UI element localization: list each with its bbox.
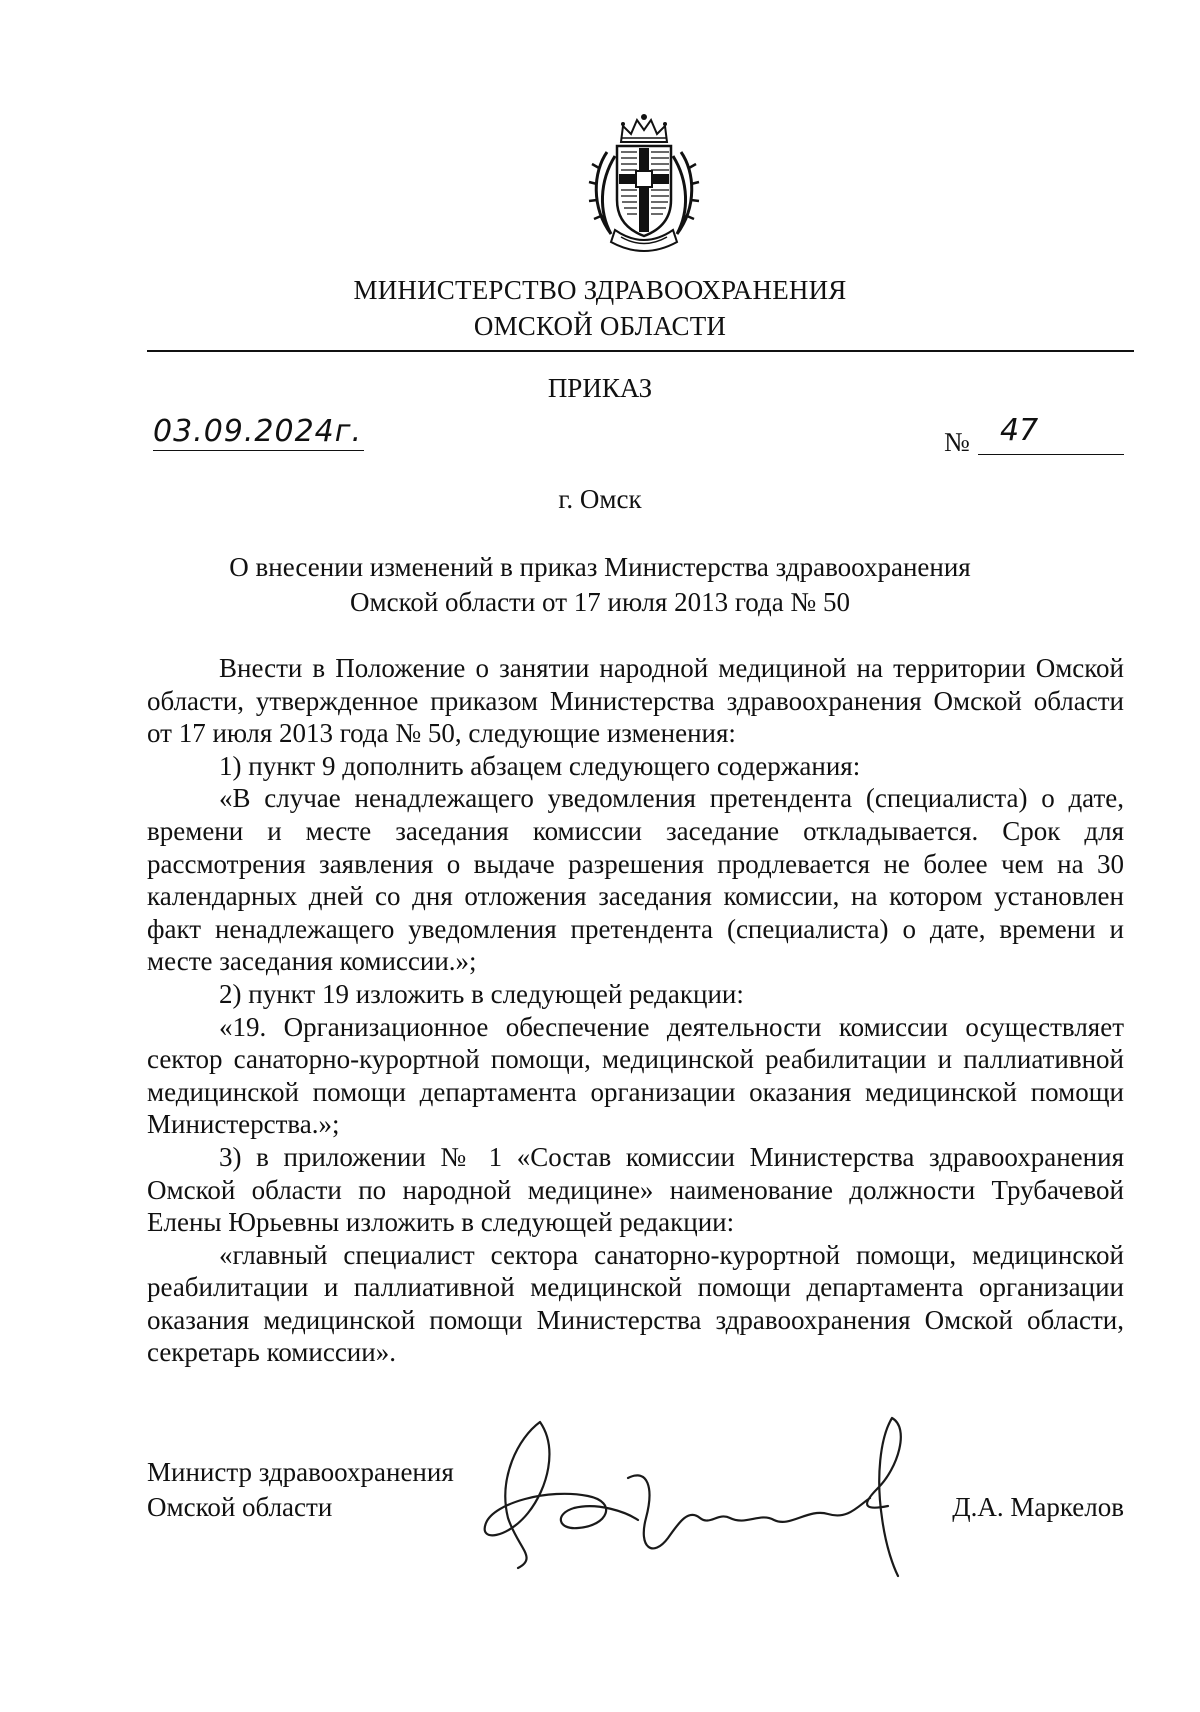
signer-position-line2: Омской области	[147, 1492, 333, 1522]
signer-name: Д.А. Маркелов	[952, 1492, 1124, 1522]
ministry-name-line1: МИНИСТЕРСТВО ЗДРАВООХРАНЕНИЯ	[353, 275, 847, 305]
order-number-label: №	[944, 427, 970, 457]
signer-position-line1: Министр здравоохранения	[147, 1457, 454, 1487]
ministry-name-line2: ОМСКОЙ ОБЛАСТИ	[473, 311, 727, 341]
body-paragraph-item3: 3) в приложении № 1 «Состав комиссии Министерства здравоохранения Омской области по народной медицине» наименование должности Трубачевой Елены Юрьевны изложить в следующей редакции:	[147, 1141, 1124, 1238]
order-body	[147, 652, 1124, 1369]
body-paragraph-item2-text: «19. Организационное обеспечение деятельности комиссии осуществляет сектор санаторно-курортной помощи, медицинской реабилитации и паллиативной медицинской помощи департамента организации оказания медицинской помощи Министерства.»;	[147, 1011, 1124, 1140]
body-paragraph-item1-text: «В случае ненадлежащего уведомления претендента (специалиста) о дате, времени и месте заседания комиссии заседание откладывается. Срок для рассмотрения заявления о выдаче разрешения продлевается не более чем на 30 календарных дней со дня отложения заседания комиссии, на котором установлен факт ненадлежащего уведомления претендента (специалиста) о дате, времени и месте заседания комиссии.»;	[147, 783, 1124, 977]
handwritten-signature-icon	[478, 1408, 948, 1578]
header-divider	[147, 350, 1134, 352]
subject-line2: Омской области от 17 июля 2013 года № 50	[350, 587, 850, 617]
order-date: 03.09.2024г.	[153, 414, 363, 449]
coat-of-arms-icon	[585, 112, 703, 254]
body-paragraph-intro: Внести в Положение о занятии народной медициной на территории Омской области, утвержденное приказом Министерства здравоохранения Омской области от 17 июля 2013 года № 50, следующие изменения:	[147, 653, 1124, 749]
body-paragraph-item2: 2) пункт 19 изложить в следующей редакции:	[219, 978, 744, 1009]
body-paragraph-item1: 1) пункт 9 дополнить абзацем следующего содержания:	[219, 750, 861, 781]
subject-line1: О внесении изменений в приказ Министерства здравоохранения	[229, 552, 971, 582]
body-paragraph-item3-text: «главный специалист сектора санаторно-курортной помощи, медицинской реабилитации и паллиативной медицинской помощи департамента организации оказания медицинской помощи Министерства здравоохранения Омской области, секретарь комиссии».	[147, 1239, 1124, 1368]
order-number-underline	[978, 454, 1124, 455]
document-type: ПРИКАЗ	[547, 373, 653, 403]
city: г. Омск	[558, 484, 642, 514]
order-number: 47	[1000, 413, 1039, 448]
